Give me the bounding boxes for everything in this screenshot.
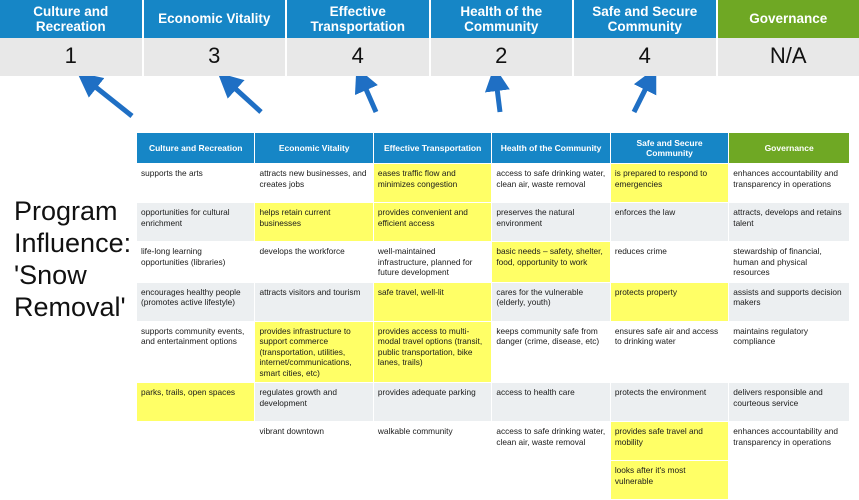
matrix-cell: regulates growth and development bbox=[255, 383, 373, 422]
arrow-up-left-icon-3 bbox=[362, 80, 376, 112]
scorecard-header-health-of-the-community: Health of the Community bbox=[431, 0, 575, 38]
matrix-cell: provides safe travel and mobility bbox=[610, 422, 728, 461]
matrix-cell: looks after it's most vulnerable bbox=[610, 461, 728, 500]
matrix-cell: is prepared to respond to emergencies bbox=[610, 164, 728, 203]
matrix-cell: assists and supports decision makers bbox=[729, 282, 850, 321]
scorecard-header-economic-vitality: Economic Vitality bbox=[144, 0, 288, 38]
matrix-cell: basic needs – safety, shelter, food, opportunity to work bbox=[492, 242, 610, 283]
matrix-header-governance: Governance bbox=[729, 133, 850, 164]
matrix-cell: develops the workforce bbox=[255, 242, 373, 283]
matrix-cell bbox=[137, 422, 255, 461]
scorecard-score-culture-and-recreation: 1 bbox=[0, 38, 144, 76]
matrix-cell: provides adequate parking bbox=[373, 383, 491, 422]
matrix-cell: provides infrastructure to support commerce (transportation, utilities, internet/communications, smart cities, etc) bbox=[255, 321, 373, 383]
scorecard-score-economic-vitality: 3 bbox=[144, 38, 288, 76]
matrix-cell: safe travel, well-lit bbox=[373, 282, 491, 321]
matrix-cell: ensures safe air and access to drinking water bbox=[610, 321, 728, 383]
matrix-header-health-of-the-community: Health of the Community bbox=[492, 133, 610, 164]
matrix-cell: encourages healthy people (promotes active lifestyle) bbox=[137, 282, 255, 321]
table-row bbox=[137, 282, 850, 321]
matrix-cell: attracts visitors and tourism bbox=[255, 282, 373, 321]
influence-matrix-table bbox=[136, 132, 850, 500]
matrix-cell: maintains regulatory compliance bbox=[729, 321, 850, 383]
page-title: Program Influence: 'Snow Removal' bbox=[14, 195, 134, 323]
matrix-cell: enforces the law bbox=[610, 203, 728, 242]
matrix-cell: delivers responsible and courteous service bbox=[729, 383, 850, 422]
scorecard-header-effective-transportation: Effective Transportation bbox=[287, 0, 431, 38]
matrix-cell: life-long learning opportunities (libraries) bbox=[137, 242, 255, 283]
matrix-header-row bbox=[137, 133, 850, 164]
matrix-cell bbox=[255, 461, 373, 500]
matrix-cell: well-maintained infrastructure, planned for future development bbox=[373, 242, 491, 283]
arrow-up-left-icon-2 bbox=[228, 82, 261, 112]
scorecard-score-health-of-the-community: 2 bbox=[431, 38, 575, 76]
matrix-cell: attracts, develops and retains talent bbox=[729, 203, 850, 242]
table-row bbox=[137, 242, 850, 283]
arrow-group bbox=[0, 76, 859, 136]
matrix-cell: opportunities for cultural enrichment bbox=[137, 203, 255, 242]
matrix-cell: enhances accountability and transparency in operations bbox=[729, 164, 850, 203]
matrix-cell: helps retain current businesses bbox=[255, 203, 373, 242]
matrix-cell: supports community events, and entertainment options bbox=[137, 321, 255, 383]
matrix-cell bbox=[137, 461, 255, 500]
matrix-cell: protects property bbox=[610, 282, 728, 321]
arrow-up-left-icon-5 bbox=[634, 80, 650, 112]
matrix-cell bbox=[492, 461, 610, 500]
matrix-cell: eases traffic flow and minimizes congestion bbox=[373, 164, 491, 203]
matrix-body bbox=[137, 164, 850, 500]
matrix-cell: access to safe drinking water, clean air, waste removal bbox=[492, 422, 610, 461]
scorecard-score-governance: N/A bbox=[718, 38, 859, 76]
matrix-cell: provides access to multi-modal travel options (transit, public transportation, bike lanes, trails) bbox=[373, 321, 491, 383]
table-row bbox=[137, 383, 850, 422]
table-row bbox=[137, 164, 850, 203]
table-row bbox=[137, 461, 850, 500]
matrix-cell: keeps community safe from danger (crime, disease, etc) bbox=[492, 321, 610, 383]
matrix-cell: enhances accountability and transparency in operations bbox=[729, 422, 850, 461]
matrix-cell: preserves the natural environment bbox=[492, 203, 610, 242]
table-row bbox=[137, 422, 850, 461]
scorecard-header-governance: Governance bbox=[718, 0, 859, 38]
matrix-cell: access to health care bbox=[492, 383, 610, 422]
matrix-cell: stewardship of financial, human and physical resources bbox=[729, 242, 850, 283]
matrix-header-economic-vitality: Economic Vitality bbox=[255, 133, 373, 164]
matrix-cell: cares for the vulnerable (elderly, youth) bbox=[492, 282, 610, 321]
scorecard-score-effective-transportation: 4 bbox=[287, 38, 431, 76]
scorecard-header-row bbox=[0, 0, 859, 38]
scorecard-score-row bbox=[0, 38, 859, 76]
table-row bbox=[137, 321, 850, 383]
table-row bbox=[137, 203, 850, 242]
scorecard-header-safe-and-secure-community: Safe and Secure Community bbox=[574, 0, 718, 38]
matrix-cell: protects the environment bbox=[610, 383, 728, 422]
arrow-up-left-icon-4 bbox=[496, 80, 500, 112]
matrix-cell: supports the arts bbox=[137, 164, 255, 203]
matrix-cell: vibrant downtown bbox=[255, 422, 373, 461]
matrix-header-effective-transportation: Effective Transportation bbox=[373, 133, 491, 164]
matrix-cell: walkable community bbox=[373, 422, 491, 461]
matrix-header-safe-and-secure-community: Safe and Secure Community bbox=[610, 133, 728, 164]
matrix-header-culture-and-recreation: Culture and Recreation bbox=[137, 133, 255, 164]
matrix-cell: access to safe drinking water, clean air, waste removal bbox=[492, 164, 610, 203]
matrix-cell bbox=[729, 461, 850, 500]
scorecard-header bbox=[0, 0, 859, 76]
matrix-cell bbox=[373, 461, 491, 500]
scorecard-header-culture-and-recreation: Culture and Recreation bbox=[0, 0, 144, 38]
matrix-cell: reduces crime bbox=[610, 242, 728, 283]
matrix-cell: parks, trails, open spaces bbox=[137, 383, 255, 422]
arrow-up-left-icon-1 bbox=[88, 81, 132, 116]
matrix-cell: attracts new businesses, and creates jobs bbox=[255, 164, 373, 203]
matrix-cell: provides convenient and efficient access bbox=[373, 203, 491, 242]
scorecard-score-safe-and-secure-community: 4 bbox=[574, 38, 718, 76]
